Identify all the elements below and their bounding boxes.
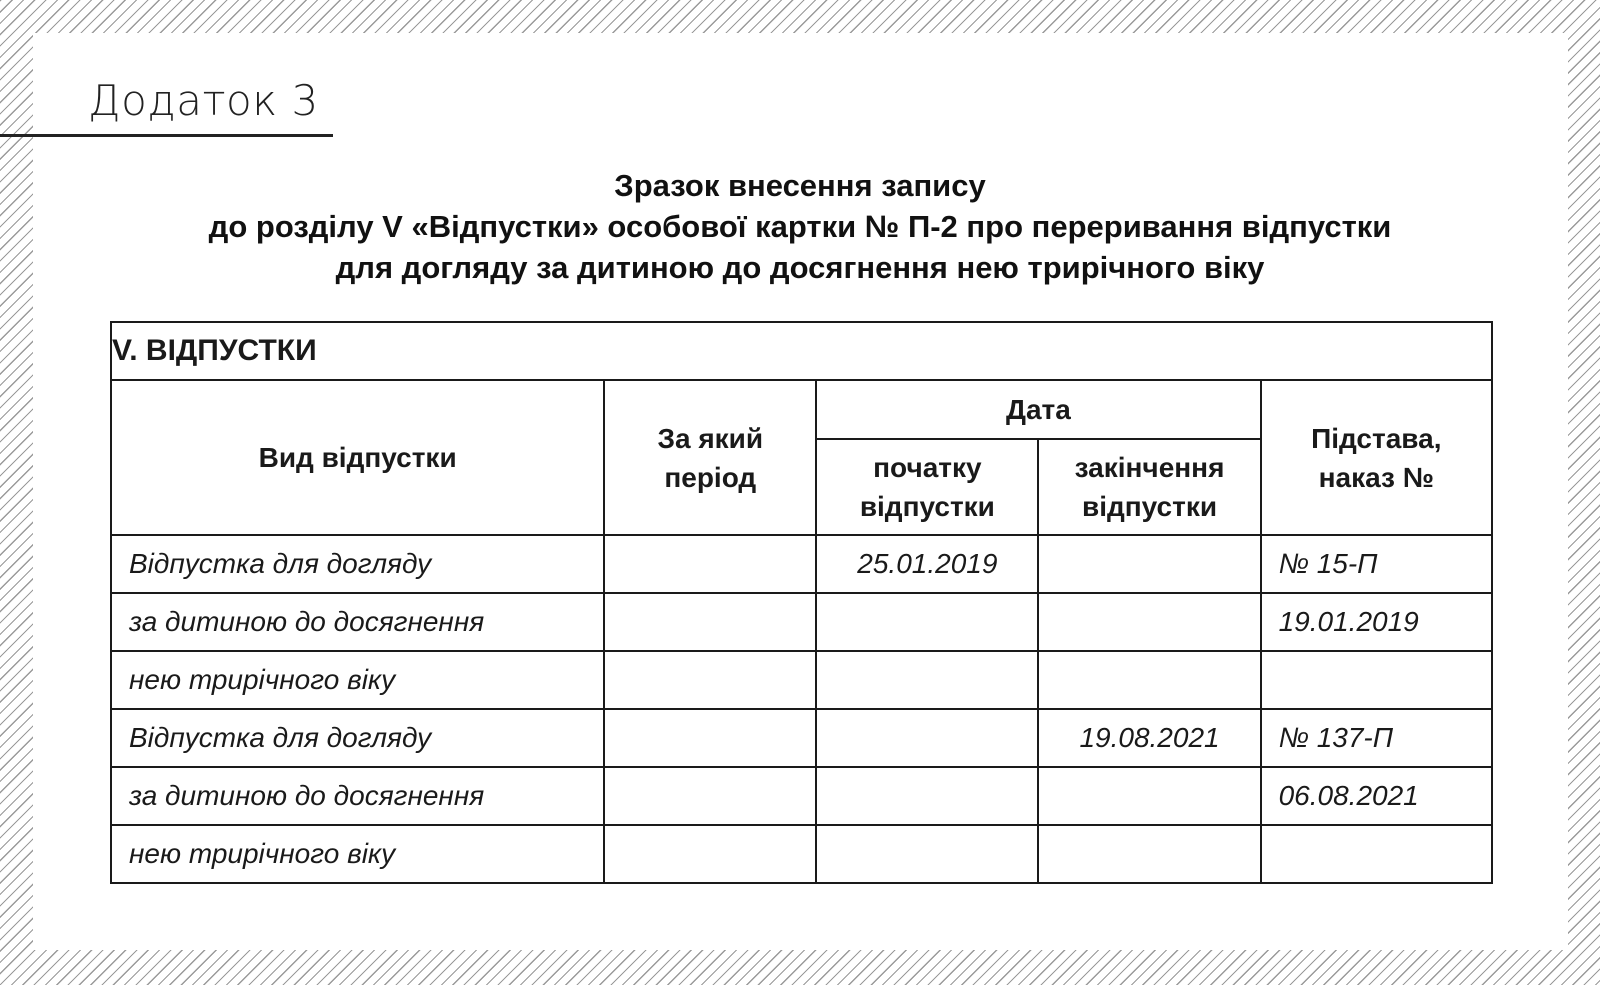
header-basis-line1: Підстава, xyxy=(1311,422,1442,454)
cell-start-date xyxy=(816,767,1038,825)
cell-basis xyxy=(1261,825,1492,883)
header-period-line2: період xyxy=(664,461,757,493)
header-basis xyxy=(1261,380,1492,535)
cell-period xyxy=(604,825,816,883)
table-row xyxy=(111,535,1492,593)
cell-basis: 06.08.2021 xyxy=(1261,767,1492,825)
cell-period xyxy=(604,709,816,767)
section-title: V. ВІДПУСТКИ xyxy=(111,322,1492,380)
cell-vacation-type: Відпустка для догляду xyxy=(111,709,604,767)
cell-period xyxy=(604,593,816,651)
cell-vacation-type: нею трирічного віку xyxy=(111,825,604,883)
heading-line-3: для догляду за дитиною до досягнення нею трирічного віку xyxy=(335,250,1265,285)
cell-start-date: 25.01.2019 xyxy=(816,535,1038,593)
cell-basis: № 137-П xyxy=(1261,709,1492,767)
cell-period xyxy=(604,535,816,593)
table-row xyxy=(111,709,1492,767)
cell-end-date xyxy=(1038,593,1260,651)
cell-basis: № 15-П xyxy=(1261,535,1492,593)
cell-end-date: 19.08.2021 xyxy=(1038,709,1260,767)
appendix-title: Додаток 3 xyxy=(88,76,319,125)
table-row xyxy=(111,651,1492,709)
cell-end-date xyxy=(1038,825,1260,883)
header-type: Вид відпустки xyxy=(111,380,604,535)
header-row-1 xyxy=(111,380,1492,439)
cell-end-date xyxy=(1038,535,1260,593)
header-date: Дата xyxy=(816,380,1260,439)
vacations-table xyxy=(110,321,1493,884)
cell-vacation-type: за дитиною до досягнення xyxy=(111,767,604,825)
appendix-underline xyxy=(0,134,333,137)
cell-end-date xyxy=(1038,767,1260,825)
header-end xyxy=(1038,439,1260,535)
header-basis-line2: наказ № xyxy=(1318,461,1434,493)
cell-start-date xyxy=(816,825,1038,883)
section-title-row xyxy=(111,322,1492,380)
cell-vacation-type: нею трирічного віку xyxy=(111,651,604,709)
header-period xyxy=(604,380,816,535)
header-start-line2: відпустки xyxy=(859,491,995,522)
cell-start-date xyxy=(816,709,1038,767)
cell-vacation-type: Відпустка для догляду xyxy=(111,535,604,593)
table-row xyxy=(111,825,1492,883)
cell-end-date xyxy=(1038,651,1260,709)
table-row xyxy=(111,593,1492,651)
cell-basis: 19.01.2019 xyxy=(1261,593,1492,651)
heading-line-2: до розділу V «Відпустки» особової картки № П-2 про переривання відпустки xyxy=(208,209,1392,244)
header-end-line2: відпустки xyxy=(1081,491,1218,522)
header-period-line1: За який xyxy=(657,422,764,454)
cell-start-date xyxy=(816,593,1038,651)
header-start xyxy=(816,439,1038,535)
header-end-line1: закінчення xyxy=(1074,452,1225,483)
table-row xyxy=(111,767,1492,825)
heading-line-1: Зразок внесення запису xyxy=(614,168,986,203)
document-heading xyxy=(0,165,1600,288)
cell-period xyxy=(604,651,816,709)
cell-period xyxy=(604,767,816,825)
header-start-line1: початку xyxy=(873,452,982,483)
cell-start-date xyxy=(816,651,1038,709)
cell-basis xyxy=(1261,651,1492,709)
cell-vacation-type: за дитиною до досягнення xyxy=(111,593,604,651)
